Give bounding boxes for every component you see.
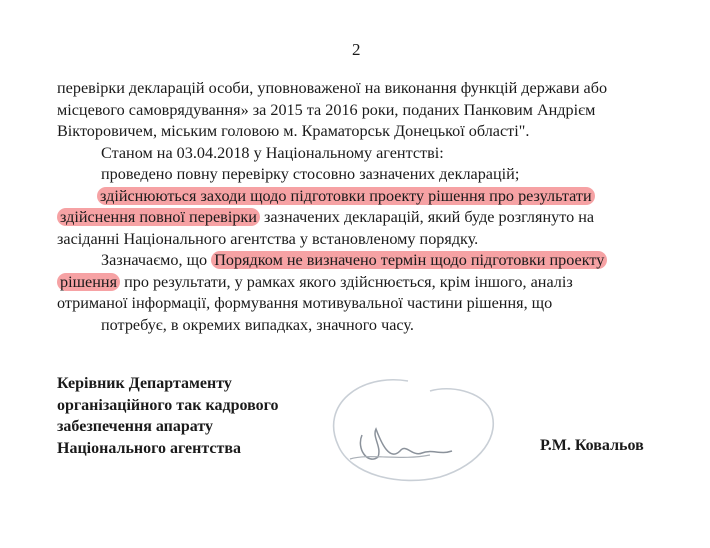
paragraph-line: проведено повну перевірку стосовно зазначених декларацій; <box>101 165 520 183</box>
paragraph-text: Зазначаємо, що <box>101 251 212 269</box>
paragraph-line <box>57 250 669 272</box>
paragraph-line <box>57 186 669 208</box>
page-number: 2 <box>352 40 361 59</box>
signatory-title-line: забезпечення апарату <box>57 418 214 435</box>
paragraph-line: Станом на 03.04.2018 у Національному агентстві: <box>101 143 444 162</box>
signature-block <box>57 373 278 459</box>
paragraph-line: перевірки декларацій особи, уповноваженої на виконання функцій держави або <box>57 79 608 97</box>
highlighted-text: Порядком не визначено термін щодо підготовки проекту <box>211 251 607 269</box>
paragraph-line: отриманої інформації, формування мотивувальної частини рішення, що <box>57 294 553 312</box>
paragraph-line: Вікторовичем, міським головою м. Краматорськ Донецької області". <box>57 122 530 140</box>
handwritten-signature <box>290 365 530 515</box>
signatory-name: Р.М. Ковальов <box>540 437 644 454</box>
paragraph-line <box>57 207 669 229</box>
paragraph-line: засіданні Національного агентства у встановленому порядку. <box>57 229 479 248</box>
document-body <box>57 78 669 336</box>
signatory-title-line: Керівник Департаменту <box>57 375 232 392</box>
paragraph-text: про результати, у рамках якого здійснюється, крім іншого, аналіз <box>120 272 573 291</box>
highlighted-text: здійснення повної перевірки <box>57 208 260 226</box>
paragraph-line: місцевого самоврядування» за 2015 та 2016 роки, поданих Панковим Андрієм <box>57 100 596 119</box>
paragraph-line <box>57 272 669 294</box>
highlighted-text: здійснюються заходи щодо підготовки проекту рішення про результати <box>97 187 595 205</box>
highlighted-text: рішення <box>57 273 120 291</box>
signatory-title-line: Національного агентства <box>57 439 242 457</box>
signatory-title-line: організаційного так кадрового <box>57 396 279 414</box>
paragraph-text: зазначених декларацій, який буде розглянуто на <box>259 208 595 226</box>
paragraph-line: потребує, в окремих випадках, значного часу. <box>101 315 414 334</box>
